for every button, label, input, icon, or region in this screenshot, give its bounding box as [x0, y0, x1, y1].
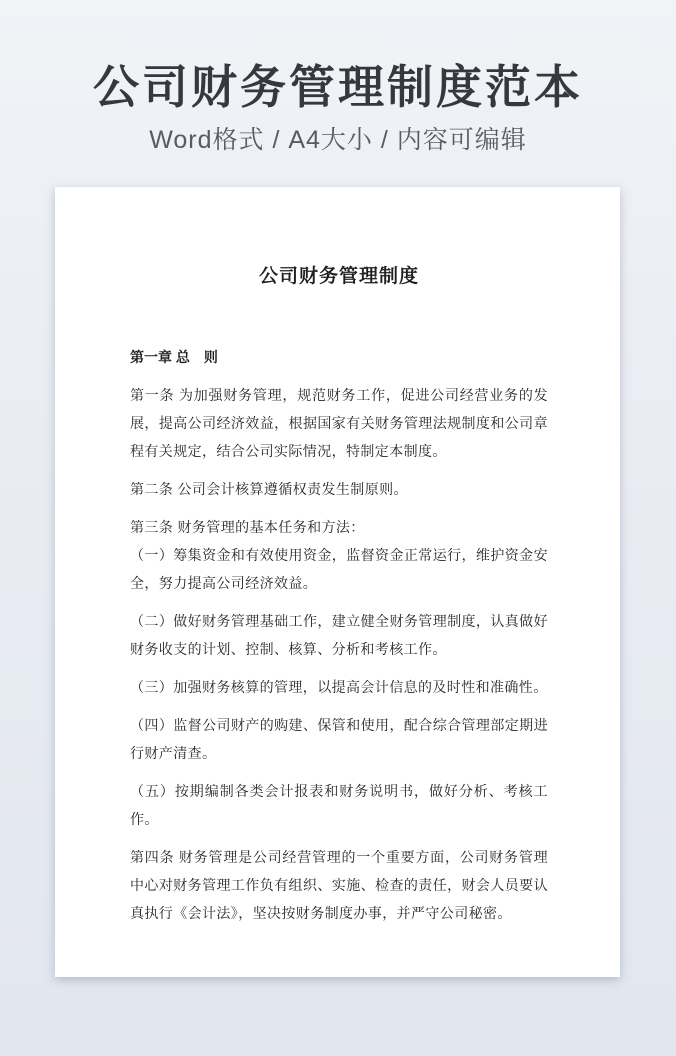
doc-paragraph-item-3: （三）加强财务核算的管理，以提高会计信息的及时性和准确性。	[130, 679, 548, 695]
poster-title: 公司财务管理制度范本	[93, 61, 583, 113]
doc-paragraph-article-1: 第一条 为加强财务管理，规范财务工作，促进公司经营业务的发展，提高公司经济效益，根据国家有关财务管理法规制度和公司章程有关规定，结合公司实际情况，特制定本制度。	[130, 387, 548, 459]
doc-paragraph-item-4: （四）监督公司财产的购建、保管和使用，配合综合管理部定期进行财产清查。	[130, 717, 548, 761]
doc-paragraph-item-5: （五）按期编制各类会计报表和财务说明书，做好分析、考核工作。	[130, 783, 548, 827]
document-title: 公司财务管理制度	[258, 266, 419, 287]
doc-paragraph-article-4: 第四条 财务管理是公司经营管理的一个重要方面，公司财务管理中心对财务管理工作负有组织、实施、检查的责任，财会人员要认真执行《会计法》，坚决按财务制度办事，并严守公司秘密。	[130, 849, 548, 921]
doc-paragraph-item-1: （一）筹集资金和有效使用资金，监督资金正常运行，维护资金安全，努力提高公司经济效益。	[130, 547, 548, 591]
doc-paragraph-item-2: （二）做好财务管理基础工作，建立健全财务管理制度，认真做好财务收支的计划、控制、核算、分析和考核工作。	[130, 613, 548, 657]
doc-paragraph-article-2: 第二条 公司会计核算遵循权责发生制原则。	[130, 481, 408, 497]
chapter-heading: 第一章 总 则	[130, 349, 218, 365]
document-page	[55, 187, 620, 977]
poster-header	[0, 0, 676, 157]
doc-paragraph-article-3: 第三条 财务管理的基本任务和方法：	[130, 519, 365, 535]
poster-subtitle: Word格式 / A4大小 / 内容可编辑	[149, 126, 527, 154]
